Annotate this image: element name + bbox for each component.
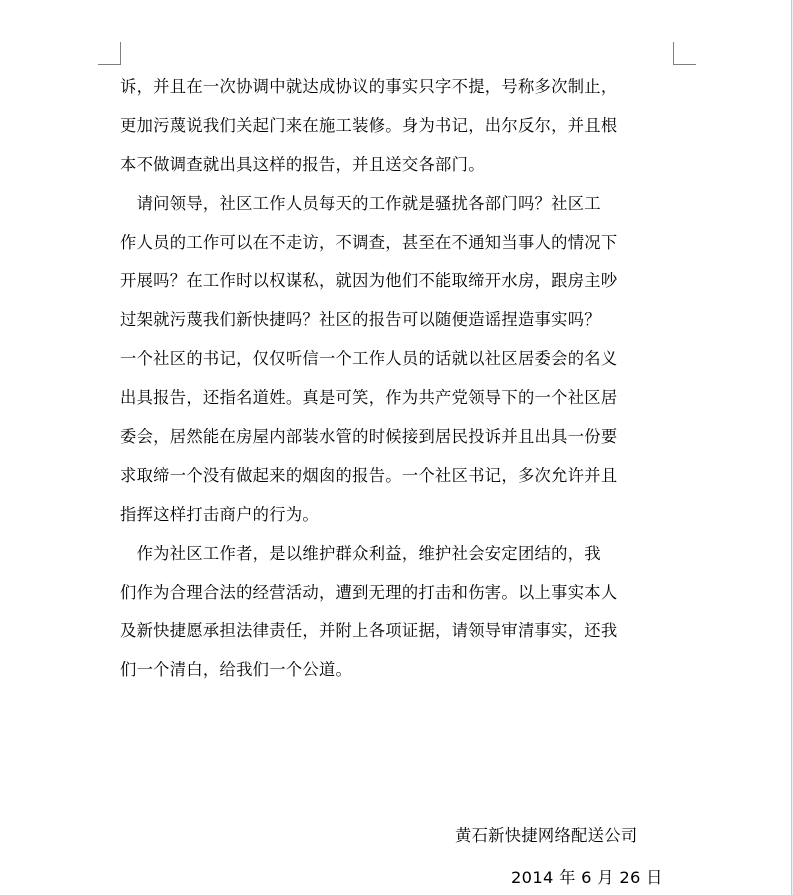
text-line: 开展吗？在工作时以权谋私，就因为他们不能取缔开水房，跟房主吵 — [120, 271, 618, 291]
text-line: 委会，居然能在房屋内部装水管的时候接到居民投诉并且出具一份要 — [120, 427, 618, 447]
text-line: 本不做调查就出具这样的报告，并且送交各部门。 — [120, 154, 485, 174]
text-line: 们作为合理合法的经营活动，遭到无理的打击和伤害。以上事实本人 — [120, 582, 618, 602]
signature-company: 黄石新快捷网络配送公司 — [455, 826, 638, 845]
text-line: 作为社区工作者，是以维护群众利益，维护社会安定团结的，我 — [120, 543, 601, 563]
text-line: 出具报告，还指名道姓。真是可笑，作为共产党领导下的一个社区居 — [120, 388, 618, 408]
text-line: 作人员的工作可以在不走访，不调查，甚至在不通知当事人的情况下 — [120, 232, 618, 252]
text-line: 指挥这样打击商户的行为。 — [120, 504, 319, 524]
document-body[interactable] — [120, 68, 680, 690]
text-line: 更加污蔑说我们关起门来在施工装修。身为书记，出尔反尔，并且根 — [120, 115, 618, 135]
signature-date: 2014 年 6 月 26 日 — [511, 868, 663, 887]
text-line: 诉，并且在一次协调中就达成协议的事实只字不提，号称多次制止， — [120, 77, 618, 96]
top-right-crop-mark — [673, 42, 696, 65]
text-line: 一个社区的书记，仅仅听信一个工作人员的话就以社区居委会的名义 — [120, 349, 618, 369]
text-line: 过架就污蔑我们新快捷吗？社区的报告可以随便造谣捏造事实吗？ — [120, 310, 601, 330]
text-line: 请问领导，社区工作人员每天的工作就是骚扰各部门吗？社区工 — [120, 193, 601, 213]
text-line: 及新快捷愿承担法律责任，并附上各项证据，请领导审清事实，还我 — [120, 621, 618, 641]
text-line: 们一个清白，给我们一个公道。 — [120, 660, 353, 680]
top-left-crop-mark — [98, 42, 121, 65]
text-line: 求取缔一个没有做起来的烟囱的报告。一个社区书记，多次允许并且 — [120, 465, 618, 485]
